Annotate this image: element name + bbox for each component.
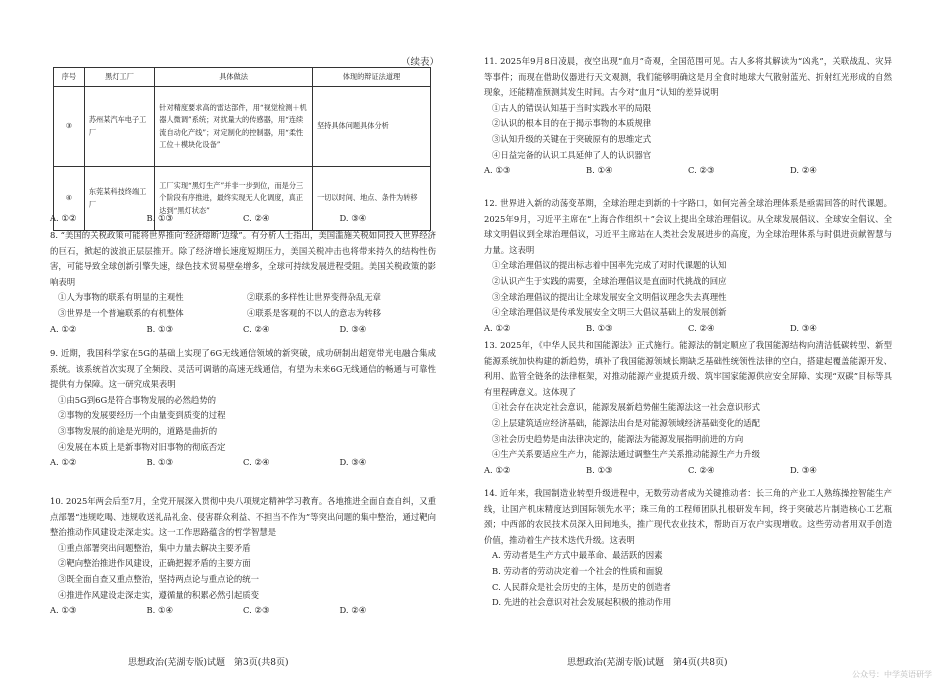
table-header: 具体做法 [155, 68, 313, 87]
statement-option: ①古人的错误认知基于当时实践水平的局限 [492, 102, 652, 113]
answer-choice: B. ①③ [146, 213, 173, 223]
statement-option: ②认识的根本目的在于揭示事物的本质规律 [492, 118, 652, 129]
answer-choice: C. ②③ [243, 605, 270, 616]
statement-option: ①社会存在决定社会意识，能源发展新趋势催生能源法这一社会意识形式 [492, 402, 760, 413]
answer-choice: D. ②④ [339, 605, 367, 616]
answer-choice: D. ③④ [790, 322, 817, 333]
question-stem: 12. 世界进入新的动荡变革期，全球治理走到新的十字路口，如何完善全球治理体系是亟需回答的时代课题。2025年9月，习近平主席在“上海合作组织＋”会议上提出全球治理倡议。从全球发展倡议、全球安全倡议、全球文明倡议到全球治理倡议，习近平主席站在人类社会发展进步的高度，为全球治理体系与时俱进贡献智慧与力量。这表明 [484, 198, 892, 255]
answer-choice: B. ①④ [586, 165, 613, 176]
question-stem: 13. 2025年，《中华人民共和国能源法》正式施行。能源法的制定顺应了我国能源结构向清洁低碳转型、新型能源系统加快构建的新趋势，填补了我国能源领域长期缺乏基础性统领性法律的空白，搭建起覆盖能源开发、利用、监管全链条的法律框架，对推动能源产业提质升级、筑牢国家能源供应安全屏障、实现“双碳”目标等具有里程碑意义。这体现了 [484, 340, 892, 397]
question-11 [484, 54, 892, 179]
question-stem: 9. 近期，我国科学家在5G的基础上实现了6G无线通信领域的新突破，成功研制出超宽带光电融合集成系统。该系统首次实现了全频段、灵活可调谐的高速无线通信，有望为未来6G无线通信的畅通与可靠性提供有力保障。这一研究成果表明 [50, 348, 436, 390]
answer-choice: C. ②④ [688, 322, 715, 333]
answer-choice: D. ③④ [339, 323, 367, 334]
question-8 [50, 228, 436, 337]
answer-choice: B. ①③ [586, 322, 613, 333]
statement-option: ④推进作风建设走深走实，遵循量的积累必然引起质变 [58, 589, 259, 600]
table-header: 序号 [54, 68, 85, 87]
statement-option: ③世界是一个普遍联系的有机整体 [58, 307, 184, 318]
answer-choice: B. ①③ [586, 464, 613, 475]
question-stem: 11. 2025年9月8日凌晨，夜空出现“血月”奇观，全国范围可见。古人多将其解读为“凶兆”，关联战乱、灾异等事件；而现在借助仪器进行天文观测，我们能够明确这是月全食时地球大气散射蓝光、折射红光形成的自然现象，还能精准预测其发生时间。古今对“血月”认知的差异说明 [484, 56, 892, 98]
answer-choice: C. 人民群众是社会历史的主体，是历史的创造者 [492, 581, 671, 592]
table-cell: 坚持具体问题具体分析 [312, 87, 430, 167]
answer-choice: C. ②④ [243, 323, 270, 334]
answer-choice: C. ②④ [688, 464, 715, 475]
answer-choice: A. ①② [50, 213, 77, 223]
answer-choice: B. 劳动者的劳动决定着一个社会的性质和面貌 [492, 565, 663, 576]
question-stem: 14. 近年来，我国制造业转型升级进程中，无数劳动者成为关键推动者：长三角的产业工人熟练操控智能生产线，让国产机床精度达到国际领先水平；珠三角的工程师团队扎根研发车间，终于突破芯片制造核心工艺瓶颈；中西部的农民技术员深入田间地头，推广现代农业技术，帮助百万农户实现增收。这些劳动者用双手创造价值，推动着生产技术迭代升级。这表明 [484, 488, 892, 545]
question-stem: 10. 2025年两会后至7月，全党开展深入贯彻中央八项规定精神学习教育。各地推进全面自查自纠，又重点部署“违规吃喝、违规收送礼品礼金、侵害群众利益、不担当不作为”等突出问题的集中整治，通过靶向整治推动作风建设走深走实。这一工作思路蕴含的哲学智慧是 [50, 496, 436, 538]
answer-choice: D. ②④ [790, 165, 817, 176]
statement-option: ①重点部署突出问题整治，集中力量去解决主要矛盾 [58, 542, 251, 553]
statement-option: ④全球治理倡议是传承发展安全文明三大倡议基础上的发展创新 [492, 307, 727, 318]
table-cell: 针对精度要求高的雷达部件，用“视觉检测＋机器人微调”系统；对扰量大的传感器，用“连续流自动化产线”；对定制化的控制器，用“柔性工位＋模块化设备” [155, 87, 313, 167]
answer-choice: B. ①③ [146, 323, 173, 334]
statement-option: ②联系的多样性让世界变得杂乱无章 [247, 292, 381, 303]
page-footer: 思想政治(芜湖专版)试题 第4页(共8页) [567, 658, 728, 668]
question-12 [484, 196, 892, 336]
answer-choice: C. ②④ [243, 457, 270, 468]
table-header: 黑灯工厂 [84, 68, 154, 87]
question-13 [484, 338, 892, 478]
page-footer: 思想政治(芜湖专版)试题 第3页(共8页) [128, 658, 289, 668]
table-cell: ④ [54, 167, 85, 231]
statement-option: ③社会历史趋势是由法律决定的，能源法为能源发展指明前进的方向 [492, 433, 744, 444]
answer-choice: C. ②④ [243, 213, 270, 223]
statement-option: ④联系是客观的不以人的意志为转移 [247, 307, 381, 318]
answer-choice: D. ③④ [790, 464, 817, 475]
table-cell: 苏州某汽车电子工厂 [84, 87, 154, 167]
question-stem: 8. “美国的关税政策可能将世界推向‘经济熔断’边缘”。有分析人士指出，美国滥施关税如同投入世界经济的巨石，掀起的波浪正层层推开。除了经济增长速度短期压力，美国关税冲击也将带来持久的结构性伤害，可能导致全球创新引擎失速，绿色技术贸易壁垒增多，全球可持续发展进程受阻。美国关税政策的影响表明 [50, 230, 436, 287]
statement-option: ③全球治理倡议的提出让全球发展安全文明倡议理念失去真理性 [492, 291, 727, 302]
statement-option: ④发展在本质上是新事物对旧事物的彻底否定 [58, 441, 226, 452]
statement-option: ①由5G到6G是符合事物发展的必然趋势的 [58, 394, 217, 405]
answer-choice: C. ②③ [688, 165, 715, 176]
table-cell: 东莞某科技终端工厂 [84, 167, 154, 231]
continued-label: （续表） [400, 57, 439, 68]
table-cell: 工厂实现“黑灯生产”并非一步到位，而是分三个阶段有序推进，最终实现无人化调度，真正达到“黑灯状态” [155, 167, 313, 231]
answer-choice: A. 劳动者是生产方式中最革命、最活跃的因素 [492, 550, 663, 561]
question-10 [50, 494, 436, 619]
watermark-text: 公众号：中学英语研学 [852, 670, 932, 679]
answer-choice: B. ①③ [146, 457, 173, 468]
table-header: 体现的辩证法道理 [312, 68, 430, 87]
question-9 [50, 346, 436, 471]
statement-option: ①全球治理倡议的提出标志着中国率先完成了对时代课题的认知 [492, 260, 727, 271]
example-table [53, 67, 431, 231]
answer-choice: B. ①④ [146, 605, 173, 616]
statement-option: ②上层建筑适应经济基础，能源法出台是对能源领域经济基础变化的适配 [492, 417, 760, 428]
statement-option: ②靶向整治推进作风建设，正确把握矛盾的主要方面 [58, 558, 251, 569]
answer-choice: A. ①② [484, 322, 511, 333]
answer-choice: A. ①② [50, 323, 77, 334]
statement-option: ③事物发展的前途是光明的，道路是曲折的 [58, 425, 218, 436]
statement-option: ④日益完备的认识工具延伸了人的认识器官 [492, 149, 652, 160]
table-header-row [54, 68, 431, 87]
statement-option: ②事物的发展要经历一个由量变到质变的过程 [58, 410, 226, 421]
answer-choice: A. ①③ [50, 605, 77, 616]
table-cell: 一切以时间、地点、条件为转移 [312, 167, 430, 231]
table-cell: ③ [54, 87, 85, 167]
answer-choice: A. ①③ [484, 165, 511, 176]
answer-choice: A. ①② [50, 457, 77, 468]
right-page [475, 0, 950, 688]
statement-option: ①人为事物的联系有明显的主观性 [58, 292, 184, 303]
table-row [54, 87, 431, 167]
statement-option: ②认识产生于实践的需要，全球治理倡议是直面时代挑战的回应 [492, 275, 727, 286]
statement-option: ④生产关系要适应生产力，能源法通过调整生产关系推动能源生产力升级 [492, 449, 760, 460]
answer-choice: D. ③④ [339, 213, 367, 223]
statement-option: ③既全面自查又重点整治，坚持两点论与重点论的统一 [58, 573, 259, 584]
answer-choice: D. ③④ [339, 457, 367, 468]
question-14 [484, 486, 892, 611]
answer-choice: A. ①② [484, 464, 511, 475]
statement-option: ③认知升级的关键在于突破原有的思维定式 [492, 133, 652, 144]
q7-answers [50, 211, 436, 227]
answer-choice: D. 先进的社会意识对社会发展起积极的推动作用 [492, 597, 672, 608]
